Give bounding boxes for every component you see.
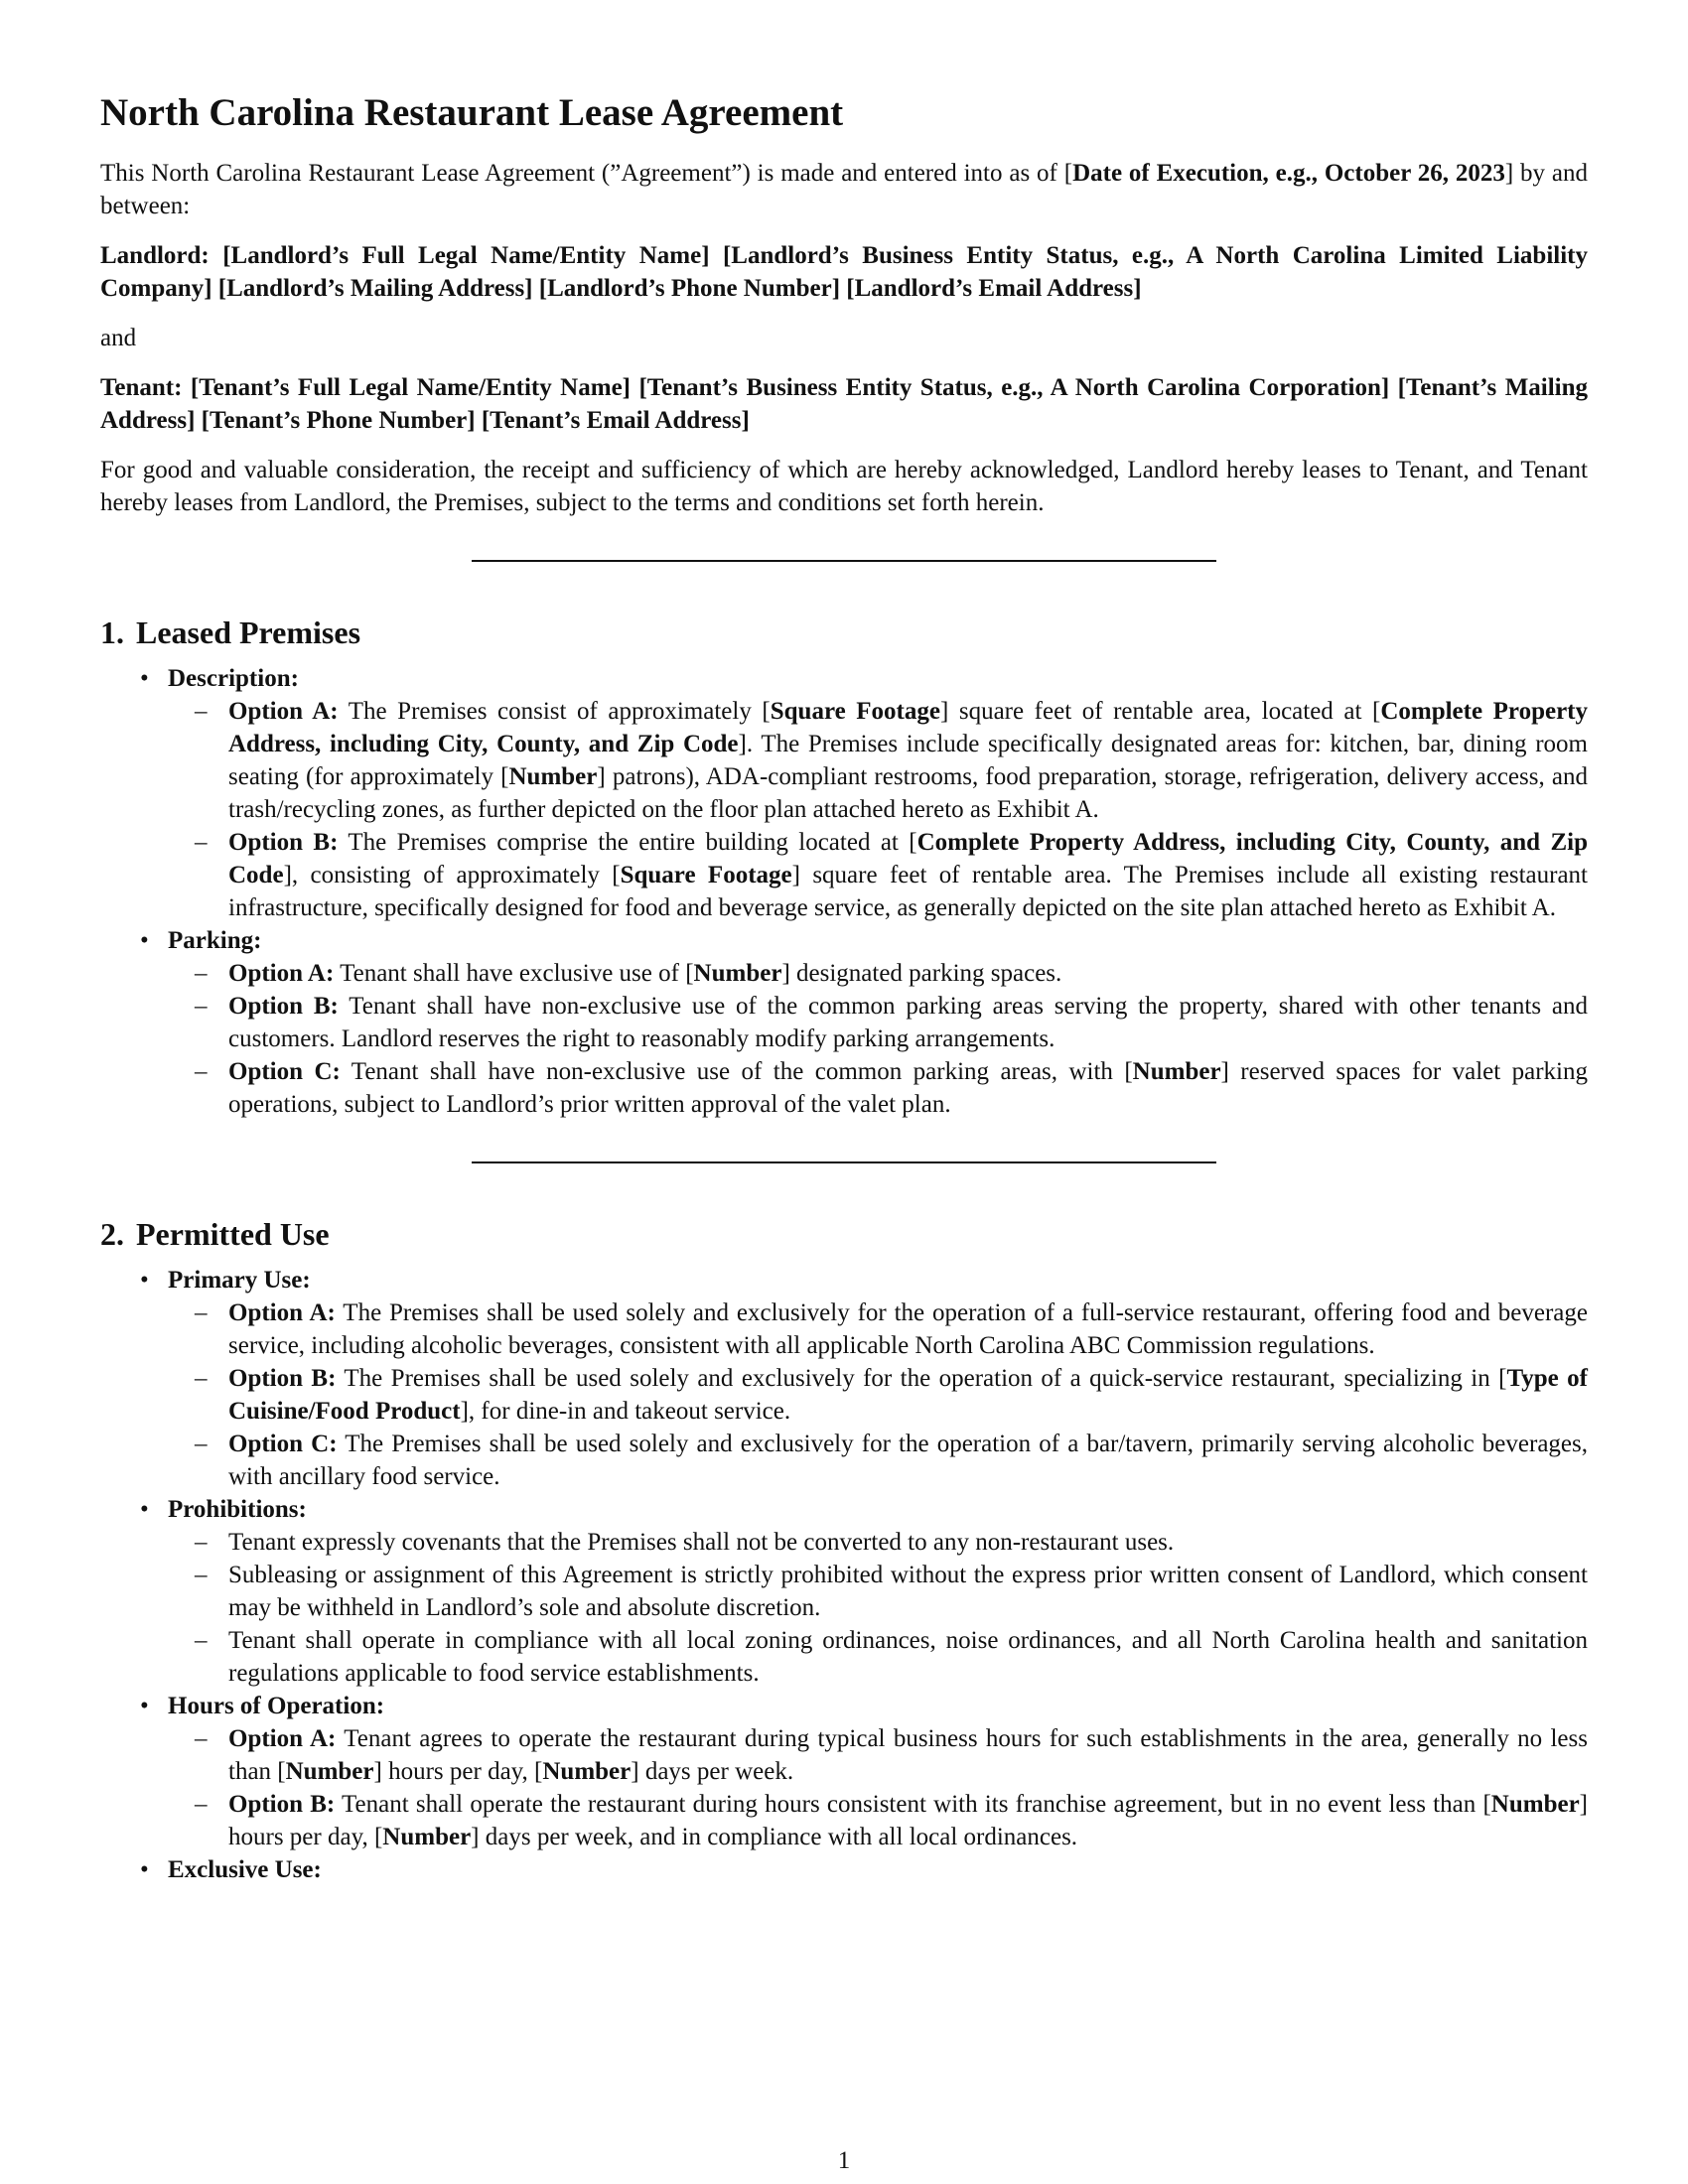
option-text: Tenant shall operate the restaurant during hours consistent with its franchise agreement, but in no event less than [ <box>335 1791 1491 1818</box>
option-text: ] hours per day, [ <box>373 1758 543 1785</box>
section-title: Permitted Use <box>136 1216 330 1252</box>
option-label: Option B: <box>228 1365 337 1392</box>
option-text: ] hours per day, [ <box>228 1791 1588 1850</box>
option-label: Option B: <box>228 1791 336 1818</box>
horizontal-rule <box>472 1161 1216 1163</box>
placeholder-field: Complete Property Address, including City, County, and Zip Code <box>228 829 1588 888</box>
option-label: Option B: <box>228 993 339 1020</box>
horizontal-rule <box>472 560 1216 562</box>
placeholder-field: Complete Property Address, including City, County, and Zip Code <box>228 698 1588 757</box>
option-list <box>168 695 1588 924</box>
section-heading <box>100 613 1588 652</box>
option-item <box>228 1624 1588 1690</box>
option-label: Option A: <box>228 698 339 725</box>
document-title: North Carolina Restaurant Lease Agreement <box>100 91 844 134</box>
page-number: 1 <box>837 2147 851 2174</box>
option-list <box>168 1526 1588 1690</box>
option-text: The Premises comprise the entire building located at [ <box>338 829 917 856</box>
option-list <box>168 1722 1588 1853</box>
landlord-field: Landlord’s Mailing Address <box>226 275 525 302</box>
landlord-field: Landlord’s Phone Number <box>547 275 832 302</box>
option-item <box>228 1559 1588 1624</box>
option-text: ], consisting of approximately [ <box>283 862 621 888</box>
item-label: Hours of Operation: <box>168 1693 385 1719</box>
placeholder-field: Number <box>693 960 782 987</box>
option-item <box>228 1055 1588 1121</box>
option-text: ], for dine-in and takeout service. <box>460 1398 791 1425</box>
item-label: Primary Use: <box>168 1267 311 1294</box>
section-title: Leased Premises <box>136 614 361 650</box>
landlord-field: Landlord’s Full Legal Name/Entity Name <box>230 242 702 269</box>
option-text: ]. The Premises include specifically designated areas for: kitchen, bar, dining room seating (for approximately [ <box>228 731 1588 790</box>
option-item <box>228 1788 1588 1853</box>
date-placeholder: Date of Execution, e.g., October 26, 2023 <box>1072 160 1505 187</box>
option-text: The Premises consist of approximately [ <box>338 698 771 725</box>
section-item <box>168 662 1588 924</box>
option-label: Option A: <box>228 1299 336 1326</box>
consideration-paragraph: For good and valuable consideration, the receipt and sufficiency of which are hereby acknowledged, Landlord hereby leases to Tenant, and Tenant hereby leases from Landlord, the Premises, subject to the terms and conditions set forth herein. <box>100 457 1588 516</box>
sections-container <box>100 560 1588 1886</box>
option-list <box>168 957 1588 1121</box>
landlord-field: Landlord’s Business Entity Status, e.g., A North Carolina Limited Liability Company <box>100 242 1588 302</box>
option-text: ] days per week, and in compliance with all local ordinances. <box>471 1824 1078 1850</box>
intro-text-post: ] by and between: <box>100 160 1589 219</box>
landlord-label: Landlord: <box>100 242 210 269</box>
placeholder-field: Number <box>1132 1058 1221 1085</box>
option-item <box>228 1526 1588 1559</box>
option-text: ] patrons), ADA-compliant restrooms, food preparation, storage, refrigeration, delivery access, and trash/recycling zones, as further depicted on the floor plan attached hereto as Exhibit A. <box>228 763 1588 823</box>
document-page <box>100 79 1588 1886</box>
tenant-field: Tenant’s Email Address <box>490 407 742 434</box>
option-label: Option A: <box>228 960 335 987</box>
option-text: Tenant shall have non-exclusive use of the common parking areas serving the property, shared with other tenants and customers. Landlord reserves the right to reasonably modify parking arrangements. <box>228 993 1588 1052</box>
option-text: ] reserved spaces for valet parking operations, subject to Landlord’s prior written approval of the valet plan. <box>228 1058 1588 1118</box>
tenant-field: Tenant’s Phone Number <box>209 407 468 434</box>
intro-paragraph <box>100 157 1588 222</box>
tenant-field: Tenant’s Mailing Address <box>100 374 1589 434</box>
option-item <box>228 990 1588 1055</box>
section-item <box>168 1853 1588 1886</box>
option-item <box>228 695 1588 826</box>
tenant-field: Tenant’s Business Entity Status, e.g., A North Carolina Corporation <box>646 374 1381 401</box>
placeholder-field: Type of Cuisine/Food Product <box>228 1365 1588 1425</box>
option-item <box>228 957 1588 990</box>
section-item-list <box>100 1264 1588 1886</box>
placeholder-field: Square Footage <box>770 698 940 725</box>
section-item-list <box>100 662 1588 1121</box>
option-text: Tenant shall have exclusive use of [ <box>334 960 694 987</box>
landlord-block: Landlord: [Landlord’s Full Legal Name/Entity Name] [Landlord’s Business Entity Status, e.g., A North Carolina Limited Liability Company] [Landlord’s Mailing Address] [Landlord’s Phone Number] [Landlord’s Email Address] <box>100 242 1588 302</box>
placeholder-field: Square Footage <box>620 862 792 888</box>
tenant-field: Tenant’s Full Legal Name/Entity Name <box>199 374 623 401</box>
option-text: ] square feet of rentable area, located at [ <box>939 698 1381 725</box>
option-text: The Premises shall be used solely and exclusively for the operation of a full-service restaurant, offering food and beverage service, including alcoholic beverages, consistent with all applicable North Carolina ABC Commission regulations. <box>228 1299 1588 1359</box>
option-text: ] designated parking spaces. <box>781 960 1062 987</box>
placeholder-field: Number <box>1490 1791 1580 1818</box>
option-label: Option C: <box>228 1058 341 1085</box>
option-list <box>168 1297 1588 1493</box>
section-item <box>168 1264 1588 1493</box>
option-item <box>228 1362 1588 1428</box>
placeholder-field: Number <box>508 763 598 790</box>
section-item <box>168 924 1588 1121</box>
tenant-label: Tenant: <box>100 374 183 401</box>
option-item <box>228 826 1588 924</box>
item-label: Exclusive Use: <box>168 1856 322 1883</box>
section-number: 2. <box>100 1216 124 1252</box>
option-label: Option C: <box>228 1431 338 1457</box>
option-item <box>228 1722 1588 1788</box>
option-text: The Premises shall be used solely and exclusively for the operation of a bar/tavern, primarily serving alcoholic beverages, with ancillary food service. <box>228 1431 1588 1490</box>
option-text: Tenant shall operate in compliance with all local zoning ordinances, noise ordinances, and all North Carolina health and sanitation regulations applicable to food service establishments. <box>228 1627 1588 1687</box>
option-text: Subleasing or assignment of this Agreement is strictly prohibited without the express prior written consent of Landlord, which consent may be withheld in Landlord’s sole and absolute discretion. <box>228 1562 1588 1621</box>
item-label: Parking: <box>168 927 262 954</box>
landlord-field: Landlord’s Email Address <box>854 275 1134 302</box>
placeholder-field: Number <box>285 1758 374 1785</box>
option-label: Option A: <box>228 1725 337 1752</box>
and-text: and <box>100 325 137 351</box>
option-text: Tenant expressly covenants that the Premises shall not be converted to any non-restaurant uses. <box>228 1529 1175 1556</box>
option-text: The Premises shall be used solely and exclusively for the operation of a quick-service restaurant, specializing in [ <box>336 1365 1507 1392</box>
section-item <box>168 1493 1588 1690</box>
placeholder-field: Number <box>382 1824 472 1850</box>
section-number: 1. <box>100 614 124 650</box>
option-item <box>228 1297 1588 1362</box>
section-item <box>168 1690 1588 1853</box>
option-text: ] square feet of rentable area. The Premises include all existing restaurant infrastructure, specifically designed for food and beverage service, as generally depicted on the site plan attached hereto as Exhibit A. <box>228 862 1588 921</box>
option-text: ] days per week. <box>631 1758 794 1785</box>
item-label: Description: <box>168 665 299 692</box>
item-label: Prohibitions: <box>168 1496 307 1523</box>
placeholder-field: Number <box>542 1758 632 1785</box>
intro-text-pre: This North Carolina Restaurant Lease Agreement (”Agreement”) is made and entered into as of [ <box>100 160 1073 187</box>
option-text: Tenant shall have non-exclusive use of the common parking areas, with [ <box>340 1058 1133 1085</box>
option-item <box>228 1428 1588 1493</box>
option-text: Tenant agrees to operate the restaurant during typical business hours for such establishments in the area, generally no less than [ <box>228 1725 1588 1785</box>
section-heading <box>100 1214 1588 1254</box>
option-label: Option B: <box>228 829 339 856</box>
tenant-block: Tenant: [Tenant’s Full Legal Name/Entity Name] [Tenant’s Business Entity Status, e.g., A North Carolina Corporation] [Tenant’s Mailing Address] [Tenant’s Phone Number] [Tenant’s Email Address] <box>100 374 1589 434</box>
